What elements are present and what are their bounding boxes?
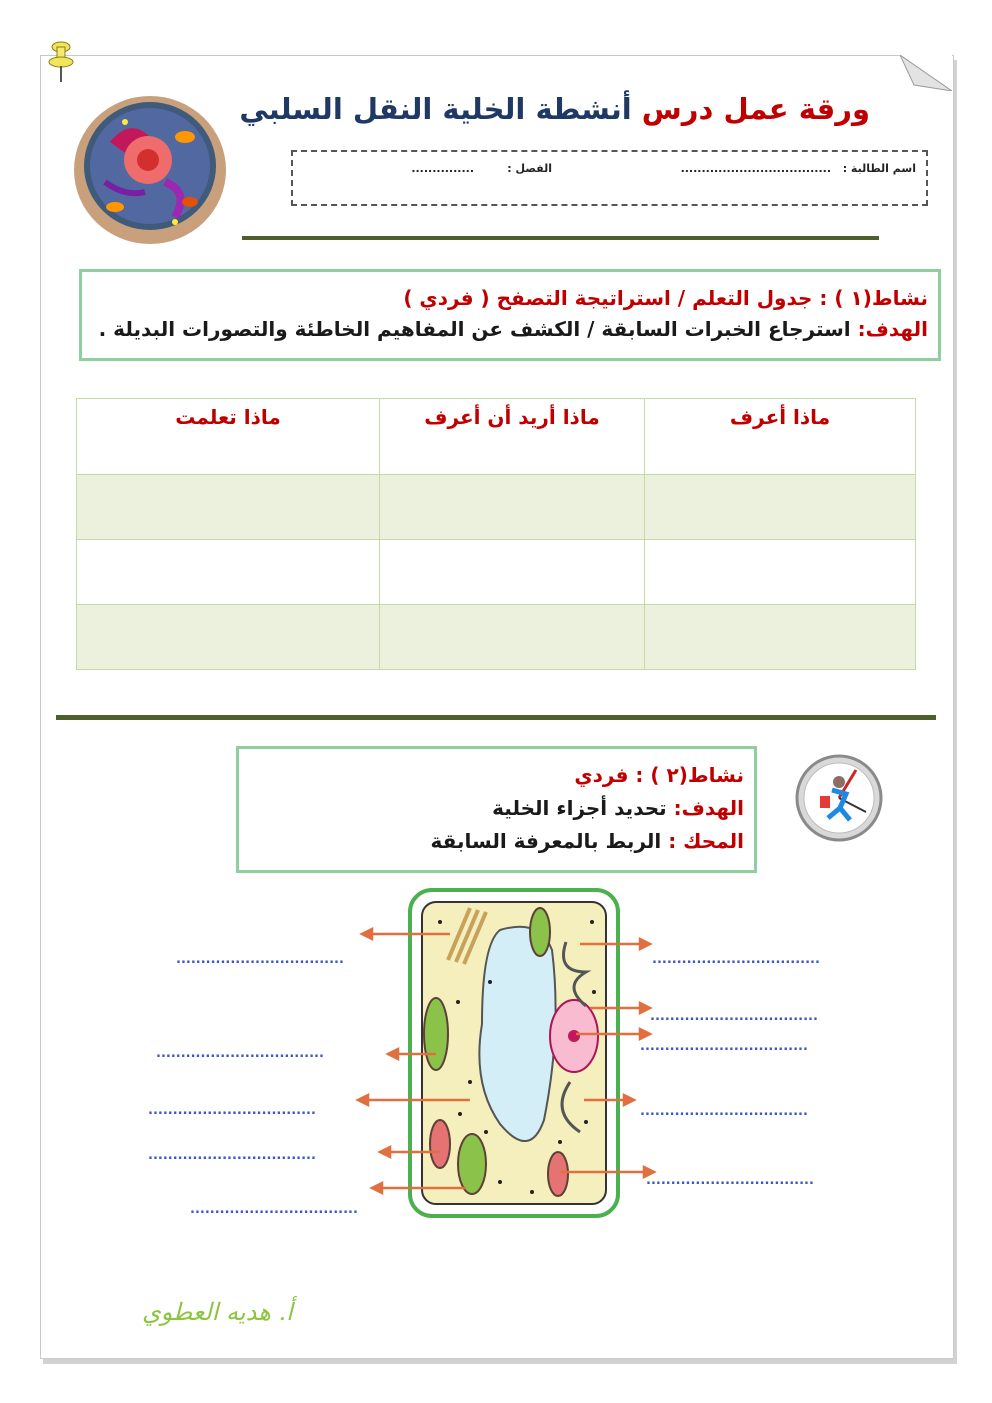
teacher-signature: أ. هديه العطوي [142, 1298, 293, 1326]
label-blank-right-1[interactable]: .................................. [652, 952, 820, 967]
stopwatch-runner-icon [794, 752, 884, 844]
student-name-label: اسم الطالبة : [842, 162, 916, 175]
title-part1: ورقة عمل درس [641, 92, 870, 126]
pushpin-icon [46, 40, 76, 84]
title-part2: أنشطة الخلية النقل السلبي [239, 92, 632, 126]
activity2-criterion [430, 829, 744, 853]
activity2-criterion-text: الربط بالمعرفة السابقة [430, 829, 662, 853]
kwl-cell[interactable] [77, 475, 380, 540]
kwl-cell[interactable] [645, 475, 916, 540]
activity2-title: نشاط(٢ ) : فردي [574, 763, 744, 787]
kwl-table [76, 398, 916, 670]
kwl-header-want: ماذا أريد أن أعرف [380, 399, 645, 475]
label-blank-left-1[interactable]: .................................. [176, 952, 344, 967]
section-divider [56, 715, 936, 720]
kwl-cell[interactable] [380, 605, 645, 670]
table-row [77, 605, 916, 670]
kwl-cell[interactable] [645, 605, 916, 670]
activity1-goal [99, 317, 928, 341]
kwl-header-learned: ماذا تعلمت [77, 399, 380, 475]
kwl-cell[interactable] [380, 540, 645, 605]
page-title [239, 92, 870, 126]
label-blank-right-2[interactable]: .................................. [650, 1009, 818, 1024]
activity1-box [79, 269, 941, 361]
activity1-goal-text: استرجاع الخبرات السابقة / الكشف عن المفاهيم الخاطئة والتصورات البديلة . [98, 317, 851, 341]
class-label: الفصل : [507, 162, 552, 175]
plant-cell-diagram [140, 882, 840, 1222]
label-blank-left-5[interactable]: .................................. [190, 1202, 358, 1217]
kwl-cell[interactable] [77, 540, 380, 605]
label-blank-left-3[interactable]: .................................. [148, 1103, 316, 1118]
activity2-goal [492, 796, 744, 820]
table-row [77, 475, 916, 540]
header-divider [242, 236, 879, 240]
activity2-criterion-label: المحك : [668, 829, 744, 853]
table-row [77, 540, 916, 605]
kwl-cell[interactable] [645, 540, 916, 605]
kwl-cell[interactable] [380, 475, 645, 540]
activity2-box [236, 746, 757, 873]
animal-cell-icon [70, 82, 232, 252]
activity1-goal-label: الهدف: [857, 317, 928, 341]
label-blank-left-4[interactable]: .................................. [148, 1148, 316, 1163]
label-blank-right-3[interactable]: .................................. [640, 1039, 808, 1054]
activity2-goal-text: تحديد أجزاء الخلية [492, 796, 667, 820]
activity1-title: نشاط(١ ) : جدول التعلم / استراتيجة التصفح ( فردي ) [403, 286, 928, 310]
label-blank-right-4[interactable]: .................................. [640, 1104, 808, 1119]
class-blank[interactable]: ............... [411, 162, 474, 175]
kwl-header-row [77, 399, 916, 475]
student-name-blank[interactable]: .................................... [680, 162, 831, 175]
label-blank-right-5[interactable]: .................................. [646, 1173, 814, 1188]
page-fold-corner [900, 55, 952, 91]
student-info-box [291, 150, 928, 206]
kwl-cell[interactable] [77, 605, 380, 670]
label-blank-left-2[interactable]: .................................. [156, 1046, 324, 1061]
activity2-goal-label: الهدف: [673, 796, 744, 820]
kwl-header-know: ماذا أعرف [645, 399, 916, 475]
